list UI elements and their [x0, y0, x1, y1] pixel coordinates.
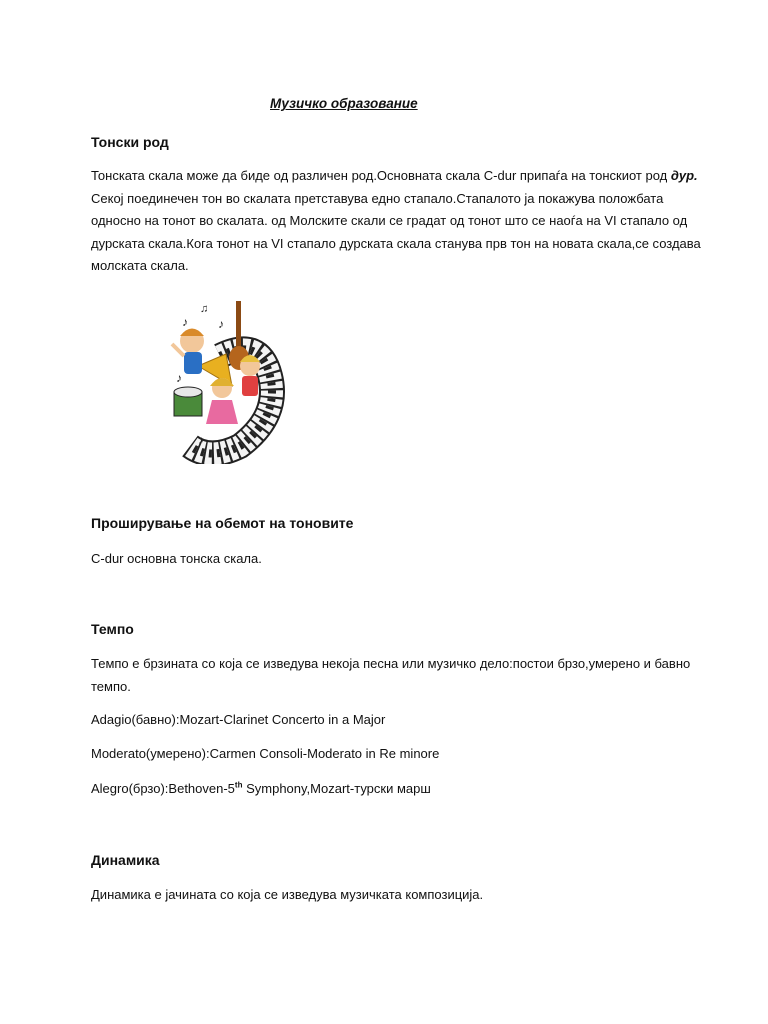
- heading-tonski-rod: Тонски род: [91, 134, 169, 150]
- illustration-svg: [160, 296, 290, 464]
- music-note-icon: ♪: [218, 317, 224, 331]
- heading-dinamika: Динамика: [91, 852, 160, 868]
- document-title: Музичко образование: [270, 96, 418, 111]
- music-note-icon: ♪: [182, 315, 188, 329]
- paragraph-tempo: Темпо е брзината со која се изведува некоја песна или музичко дело:постои брзо,умерено и бавно темпо.: [91, 656, 691, 694]
- tempo-adagio: Adagio(бавно):Mozart-Clarinet Concerto in a Major: [91, 712, 386, 727]
- music-note-icon: ♫: [200, 303, 209, 315]
- music-note-icon: ♪: [198, 433, 204, 447]
- children-music-clipart-icon: [160, 296, 290, 464]
- paragraph-c-dur: C-dur основна тонска скала.: [91, 551, 262, 566]
- superscript-th: th: [234, 780, 243, 790]
- alegro-text-rest: Symphony,Mozart-турски марш: [242, 781, 431, 796]
- emphasis-dur: дур.: [670, 168, 698, 183]
- heading-tempo: Темпо: [91, 621, 134, 637]
- paragraph-tonski-rod: [91, 165, 701, 278]
- music-note-icon: ♪: [176, 371, 182, 385]
- tempo-alegro: [91, 781, 431, 796]
- alegro-text: Alegro(брзо):Bethoven-5: [91, 781, 235, 796]
- paragraph-text: Тонската скала може да биде од различен род.Основната скала C-dur припаѓа на тонскиот род: [91, 168, 671, 183]
- tempo-moderato: Moderato(умерено):Carmen Consoli-Moderato in Re minore: [91, 746, 440, 761]
- paragraph-text: Секој поединечен тон во скалата претставува едно стапало.Стапалото ја покажува положбата односно на тонот во скалата. од Молските скали се градат од тонот што се наоѓа на VI стапало од дурската скала.Кога тонот на VI стапало дурската скала станува прв тон на новата скала,се создава молската скала.: [91, 190, 701, 273]
- paragraph-dinamika: Динамика е јачината со која се изведува музичката композиција.: [91, 887, 484, 902]
- heading-prosiruvanje: Проширување на обемот на тоновите: [91, 515, 354, 531]
